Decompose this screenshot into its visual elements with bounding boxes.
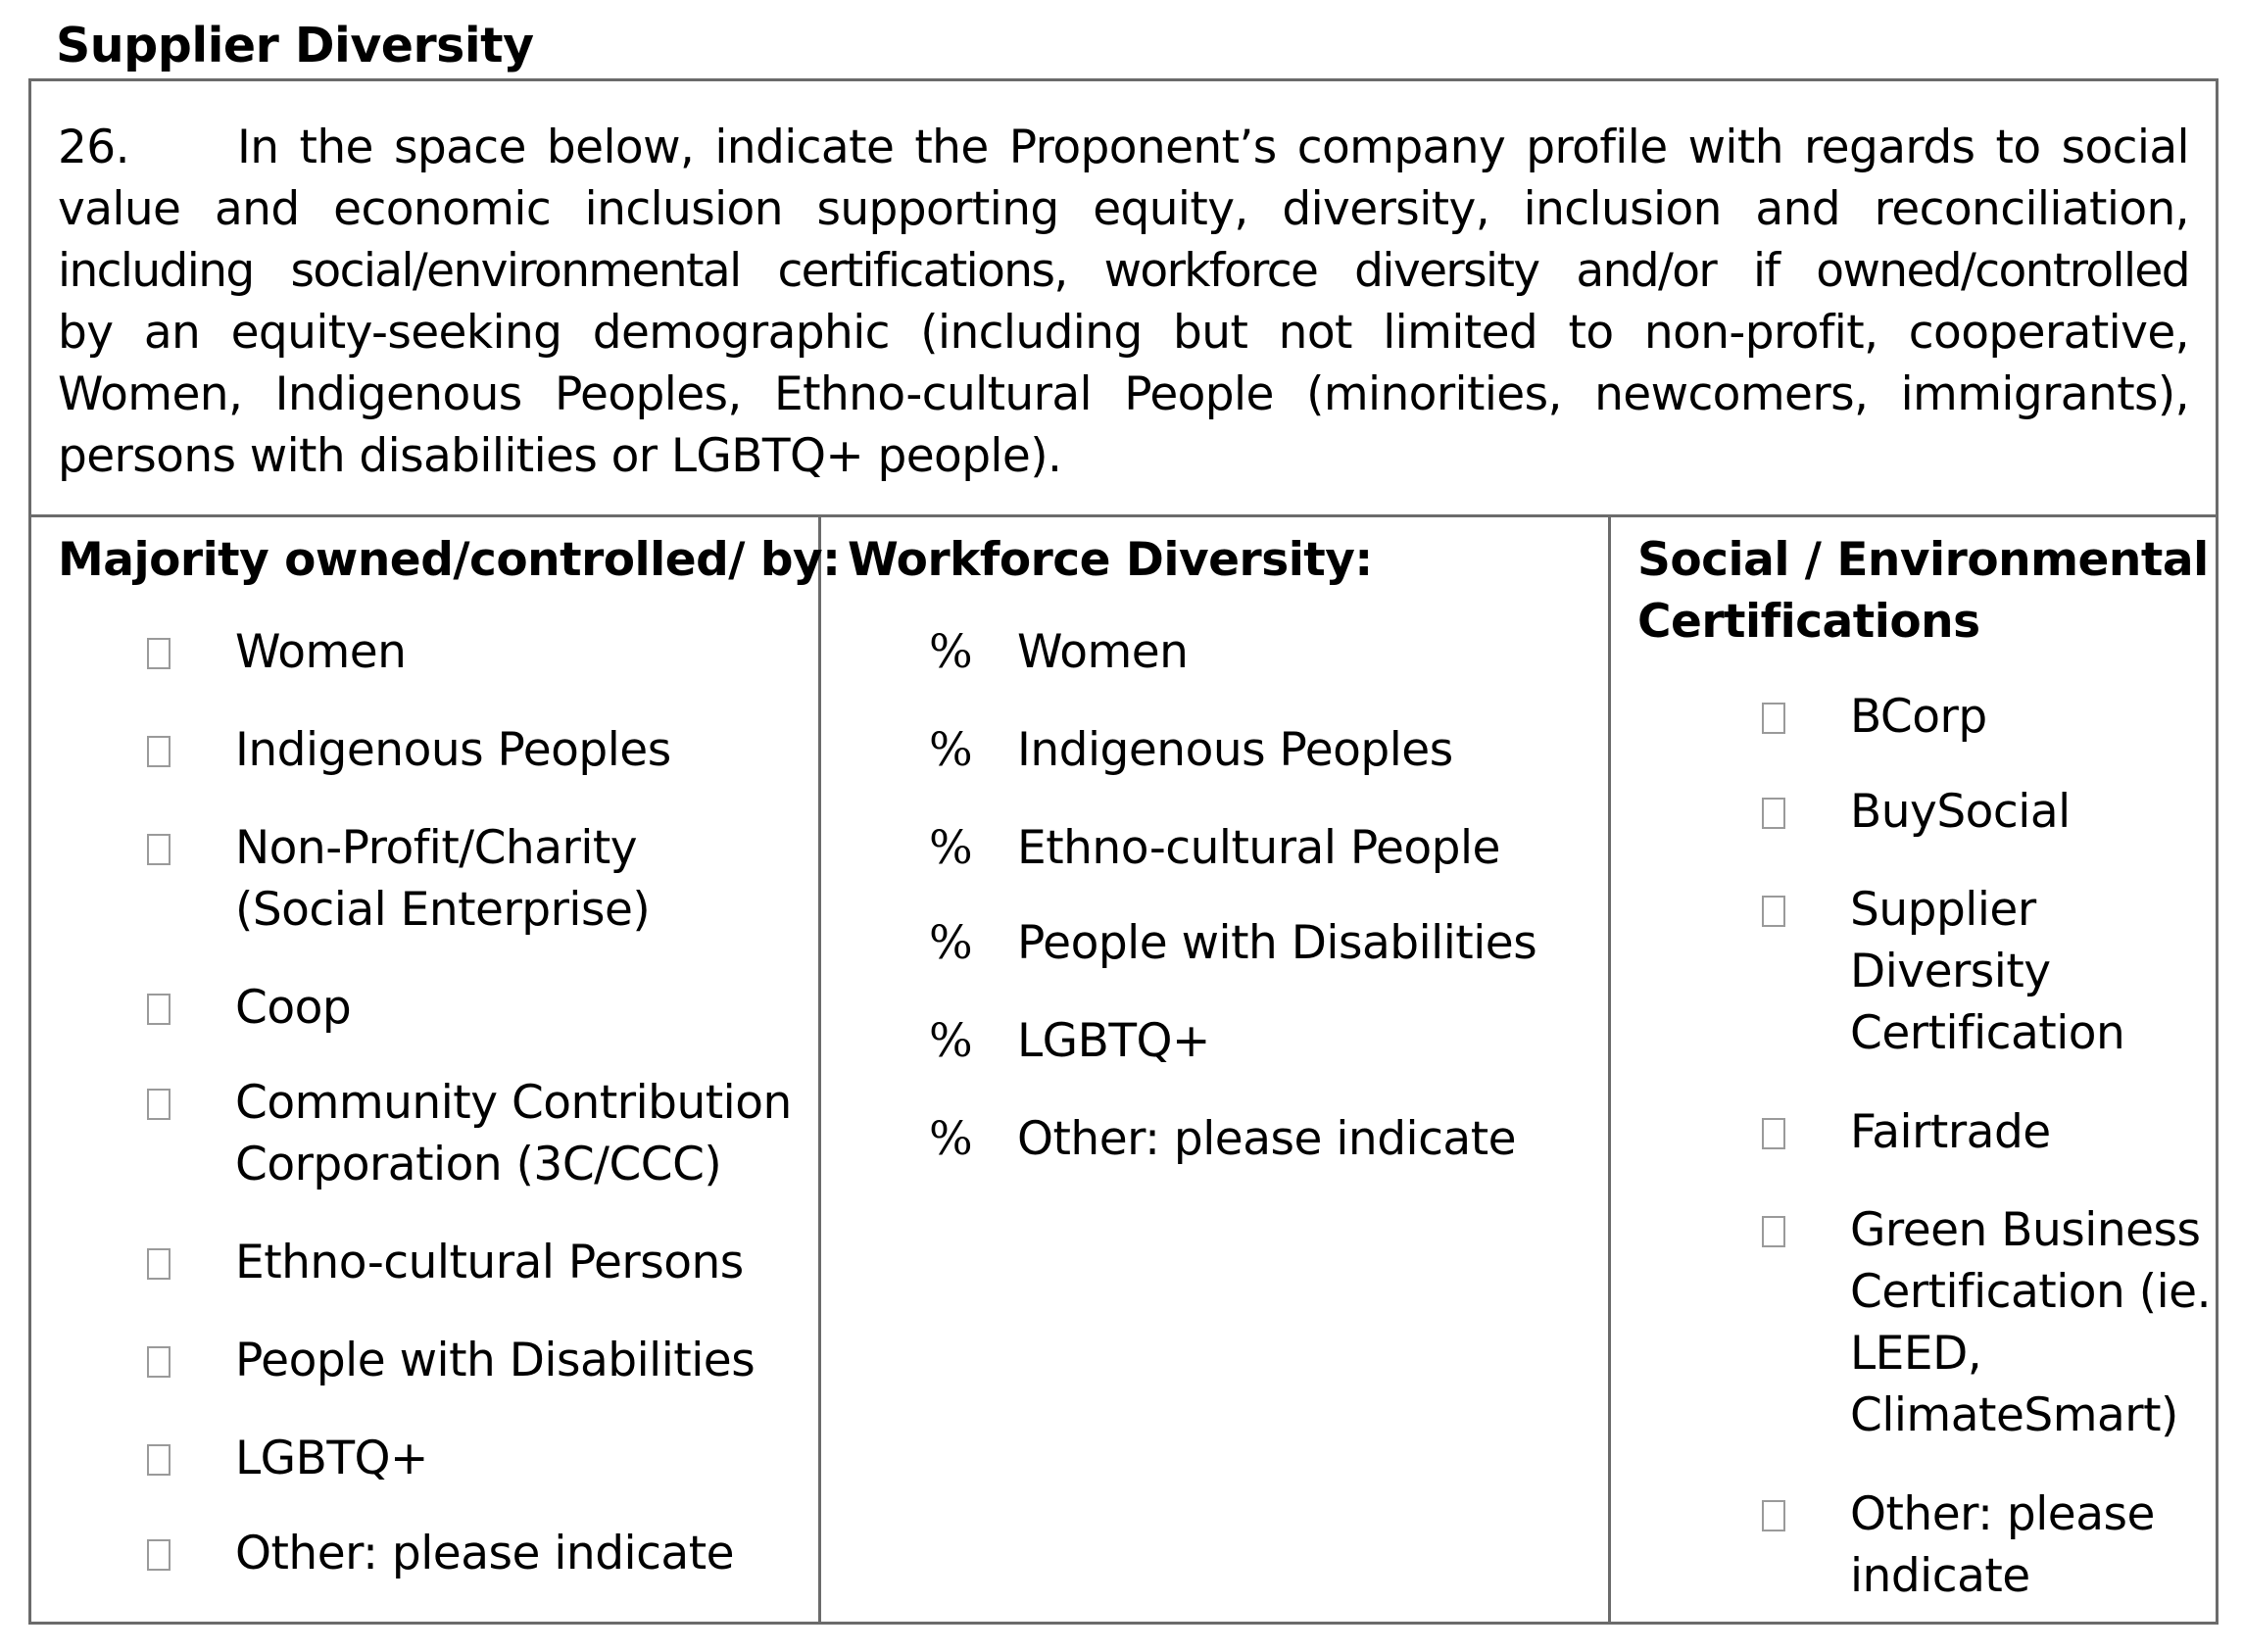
question-line: by an equity-seeking demographic (including but not limited to non-profit, cooperative,	[58, 306, 2189, 360]
checkbox[interactable]	[147, 1444, 171, 1476]
checkbox[interactable]	[1762, 1500, 1785, 1531]
checkbox[interactable]	[1762, 798, 1785, 829]
checkbox[interactable]	[147, 1089, 171, 1120]
workforce-title: Workforce Diversity:	[848, 533, 1373, 587]
section-title: Supplier Diversity	[56, 18, 534, 73]
checkbox[interactable]	[1762, 1118, 1785, 1149]
checkbox[interactable]	[147, 638, 171, 669]
certifications-title: Social / Environmental Certifications	[1637, 533, 2209, 649]
certifications-column: Social / Environmental Certifications BCorp BuySocial Supplier Diversity Certification Fairtrade Green Business Certification (ie. LEED, ClimateSmart) Other: please indicate	[1611, 517, 2219, 1625]
checkbox[interactable]	[147, 1539, 171, 1571]
ownership-title: Majority owned/controlled/ by:	[58, 533, 841, 587]
percent-symbol: %	[929, 916, 973, 970]
form-table	[28, 78, 2219, 1625]
checkbox[interactable]	[1762, 896, 1785, 927]
percent-symbol: %	[929, 625, 973, 679]
question-line: including social/environmental certifications, workforce diversity and/or if owned/controlled	[58, 244, 2189, 298]
question-line: persons with disabilities or LGBTQ+ people).	[58, 429, 1062, 483]
question-line: Women, Indigenous Peoples, Ethno-cultural People (minorities, newcomers, immigrants),	[58, 367, 2189, 421]
percent-symbol: %	[929, 1014, 973, 1068]
ownership-column: Majority owned/controlled/ by: Women Indigenous Peoples Non-Profit/Charity (Social Enterprise) Coop Community Contribution Corporation (3C/CCC) Ethno-cultural Persons People with Disabilities LGBTQ+ Other: please indicate	[31, 517, 821, 1625]
checkbox[interactable]	[147, 736, 171, 767]
checkbox[interactable]	[147, 994, 171, 1025]
percent-symbol: %	[929, 821, 973, 875]
question-line: 26. In the space below, indicate the Proponent’s company profile with regards to social	[58, 117, 2189, 178]
checkbox[interactable]	[1762, 1216, 1785, 1247]
percent-symbol: %	[929, 1112, 973, 1166]
checkbox[interactable]	[147, 1346, 171, 1378]
question-number: 26.	[58, 121, 129, 174]
checkbox[interactable]	[147, 834, 171, 865]
checkbox[interactable]	[147, 1248, 171, 1280]
percent-symbol: %	[929, 723, 973, 777]
checkbox[interactable]	[1762, 703, 1785, 734]
workforce-column: Workforce Diversity: % Women % Indigenous Peoples % Ethno-cultural People % People with Disabilities % LGBTQ+ % Other: please indicate	[821, 517, 1611, 1625]
question-line: value and economic inclusion supporting equity, diversity, inclusion and reconciliation,	[58, 182, 2189, 236]
question-26	[31, 81, 2216, 517]
